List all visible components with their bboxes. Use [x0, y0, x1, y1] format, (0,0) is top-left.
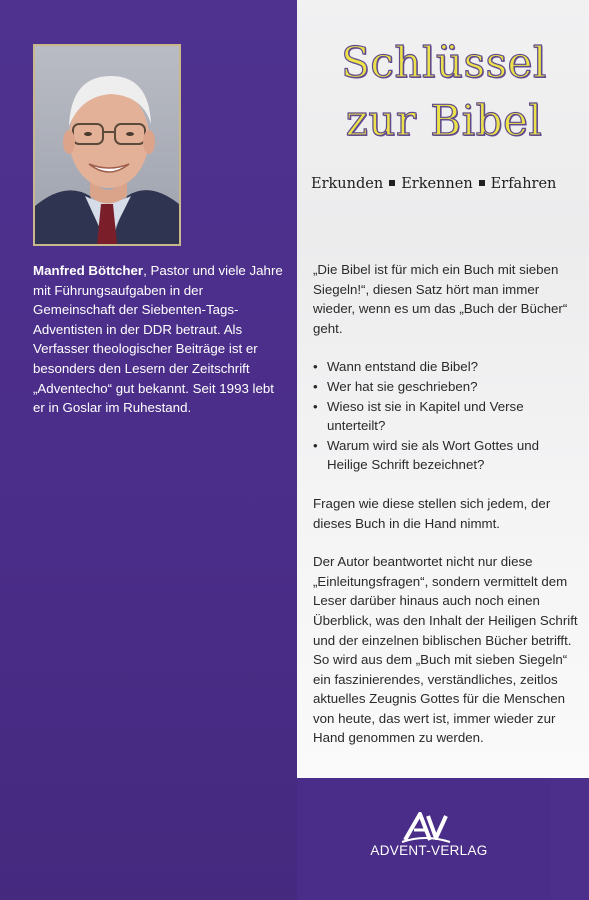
square-bullet-icon — [479, 180, 485, 186]
publisher-name: ADVENT-VERLAG — [370, 843, 488, 858]
title-line-2: zur Bibel — [345, 96, 543, 145]
bullet-icon: • — [313, 378, 318, 394]
author-bio — [33, 261, 283, 418]
intro-paragraph: „Die Bibel ist für mich ein Buch mit sieben Siegeln!“, diesen Satz hört man immer wieder, wenn es um das „Buch der Bücher“ geht. — [313, 262, 568, 336]
book-title — [303, 34, 585, 150]
second-paragraph: Fragen wie diese stellen sich jedem, der dieses Buch in die Hand nimmt. — [313, 495, 551, 531]
question-text: Warum wird sie als Wort Gottes und Heilige Schrift bezeichnet? — [327, 437, 540, 473]
title-line-1: Schlüssel — [341, 38, 547, 87]
question-list — [313, 357, 583, 475]
subtitle-word-1: Erkunden — [311, 176, 384, 192]
author-photo — [33, 44, 181, 246]
list-item — [313, 377, 583, 397]
question-text: Wieso ist sie in Kapitel und Verse unterteilt? — [327, 398, 524, 434]
author-name: Manfred Böttcher — [33, 263, 144, 278]
edge-strip — [551, 778, 589, 900]
list-item — [313, 357, 583, 377]
list-item — [313, 397, 583, 436]
book-subtitle — [311, 176, 581, 192]
blurb — [313, 260, 583, 767]
bullet-icon: • — [313, 437, 318, 453]
question-text: Wer hat sie geschrieben? — [327, 378, 478, 394]
square-bullet-icon — [389, 180, 395, 186]
question-text: Wann entstand die Bibel? — [327, 359, 479, 375]
third-paragraph: Der Autor beantwortet nicht nur diese „Einleitungsfragen“, sondern vermittelt dem Leser darüber hinaus auch noch einen Überblick, was den Inhalt der Heiligen Schrift und der einzelnen biblischen Bücher betrifft. So wird aus dem „Buch mit sieben Siegeln“ ein faszinierendes, verständliches, zeitlos aktuelles Zeugnis Gottes für die Menschen von heute, das wert ist, immer wieder zur Hand genommen zu werden. — [313, 554, 578, 746]
subtitle-word-2: Erkennen — [401, 176, 473, 192]
author-portrait-image — [35, 46, 179, 244]
subtitle-word-3: Erfahren — [490, 176, 557, 192]
author-bio-text: , Pastor und viele Jahre mit Führungsaufgaben in der Gemeinschaft der Siebenten-Tags-Adventisten in der DDR betraut. Als Verfasser theologischer Beiträge ist er besonders den Lesern der Zeitschrift „Adventecho“ gut bekannt. Seit 1993 lebt er in Goslar im Ruhestand. — [33, 263, 283, 416]
bullet-icon: • — [313, 398, 318, 414]
list-item — [313, 436, 583, 475]
bullet-icon: • — [313, 359, 318, 375]
right-panel — [297, 0, 589, 778]
